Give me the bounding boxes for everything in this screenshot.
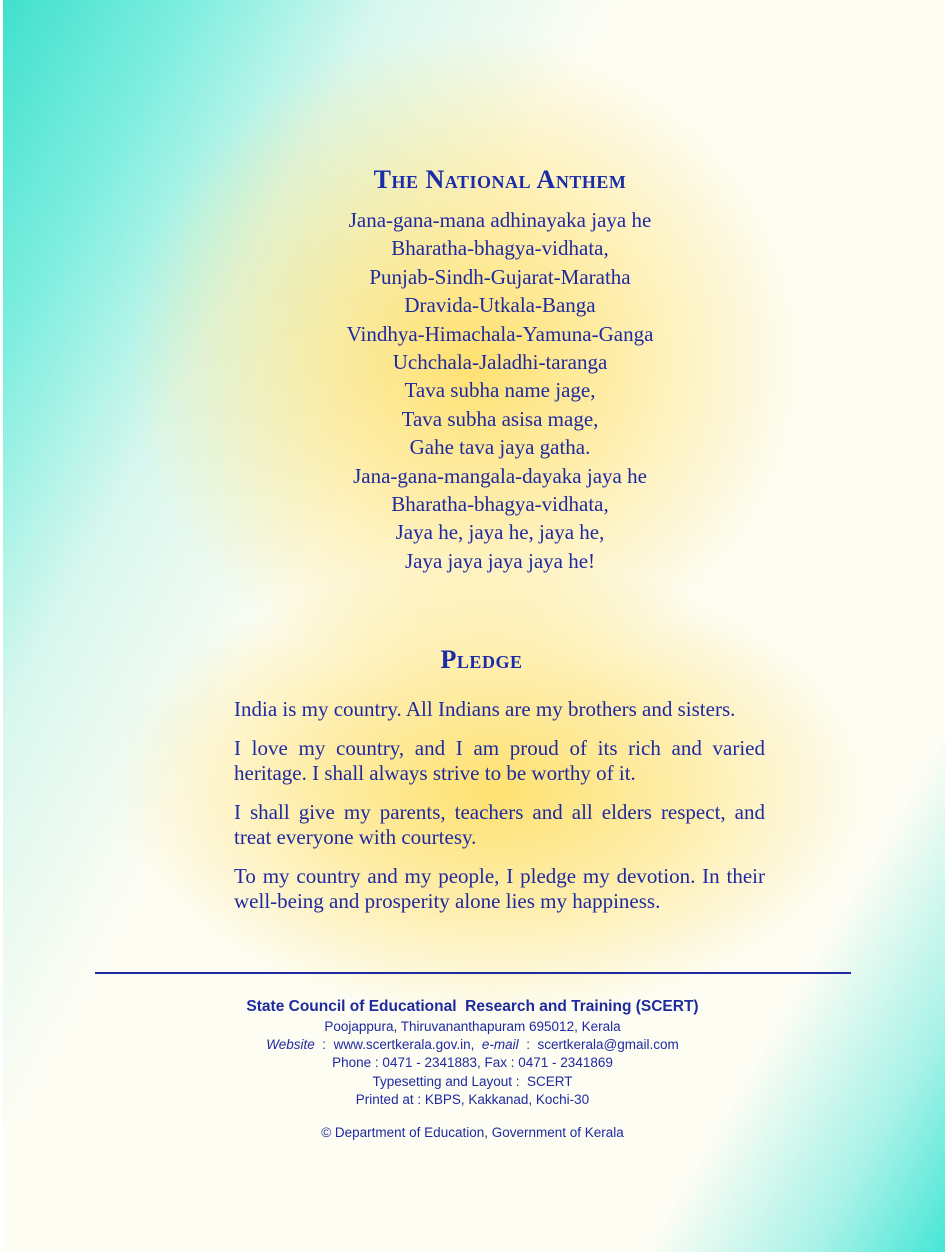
printer-credit: Printed at : KBPS, Kakkanad, Kochi-30 xyxy=(355,1091,590,1107)
phone-fax: Phone : 0471 - 2341883, Fax : 0471 - 2341869 xyxy=(332,1055,613,1071)
typesetting-credit: Typesetting and Layout : SCERT xyxy=(372,1073,573,1089)
email-label: e-mail xyxy=(481,1037,519,1053)
anthem-line: Jana-gana-mana adhinayaka jaya he xyxy=(348,208,652,232)
website-label: Website xyxy=(266,1037,315,1053)
anthem-line: Uchchala-Jaladhi-taranga xyxy=(392,349,608,374)
organization-name: State Council of Educational Research and Training (SCERT) xyxy=(246,998,699,1015)
anthem-line: Tava subha asisa mage, xyxy=(401,406,599,431)
website-link[interactable]: www.scertkerala.gov.in xyxy=(333,1037,471,1053)
anthem-line: Jaya jaya jaya jaya he! xyxy=(404,548,596,573)
copyright-notice: © Department of Education, Government of Kerala xyxy=(321,1124,624,1140)
pledge-text xyxy=(234,697,765,928)
pledge-title: Pledge xyxy=(440,645,523,674)
anthem-line: Jana-gana-mangala-dayaka jaya he xyxy=(353,463,647,488)
contact-web-line: Website : www.scertkerala.gov.in, e-mail : scertkerala@gmail.com xyxy=(266,1037,679,1053)
pledge-paragraph: To my country and my people, I pledge my devotion. In their well-being and prosperity alone lies my happiness. xyxy=(234,864,765,913)
pledge-paragraph: I shall give my parents, teachers and all elders respect, and treat everyone with courtesy. xyxy=(234,800,765,849)
anthem-line: Bharatha-bhagya-vidhata, xyxy=(391,236,609,261)
footer-divider xyxy=(95,972,851,974)
anthem-line: Punjab-Sindh-Gujarat-Maratha xyxy=(369,264,631,289)
anthem-line: Vindhya-Himachala-Yamuna-Ganga xyxy=(346,321,654,346)
anthem-verse xyxy=(0,206,945,575)
pledge-paragraph: I love my country, and I am proud of its rich and varied heritage. I shall always strive to be worthy of it. xyxy=(234,736,765,785)
anthem-line: Jaya he, jaya he, jaya he, xyxy=(395,520,605,545)
organization-address: Poojappura, Thiruvananthapuram 695012, Kerala xyxy=(324,1019,621,1034)
pledge-paragraph: India is my country. All Indians are my brothers and sisters. xyxy=(234,697,736,721)
anthem-line: Gahe tava jaya gatha. xyxy=(409,435,591,460)
email-link[interactable]: scertkerala@gmail.com xyxy=(537,1037,679,1053)
anthem-line: Dravida-Utkala-Banga xyxy=(404,293,596,318)
publisher-footer xyxy=(0,996,945,1142)
anthem-line: Tava subha name jage, xyxy=(404,378,596,403)
anthem-line: Bharatha-bhagya-vidhata, xyxy=(391,491,609,516)
anthem-title: The National Anthem xyxy=(373,165,627,194)
